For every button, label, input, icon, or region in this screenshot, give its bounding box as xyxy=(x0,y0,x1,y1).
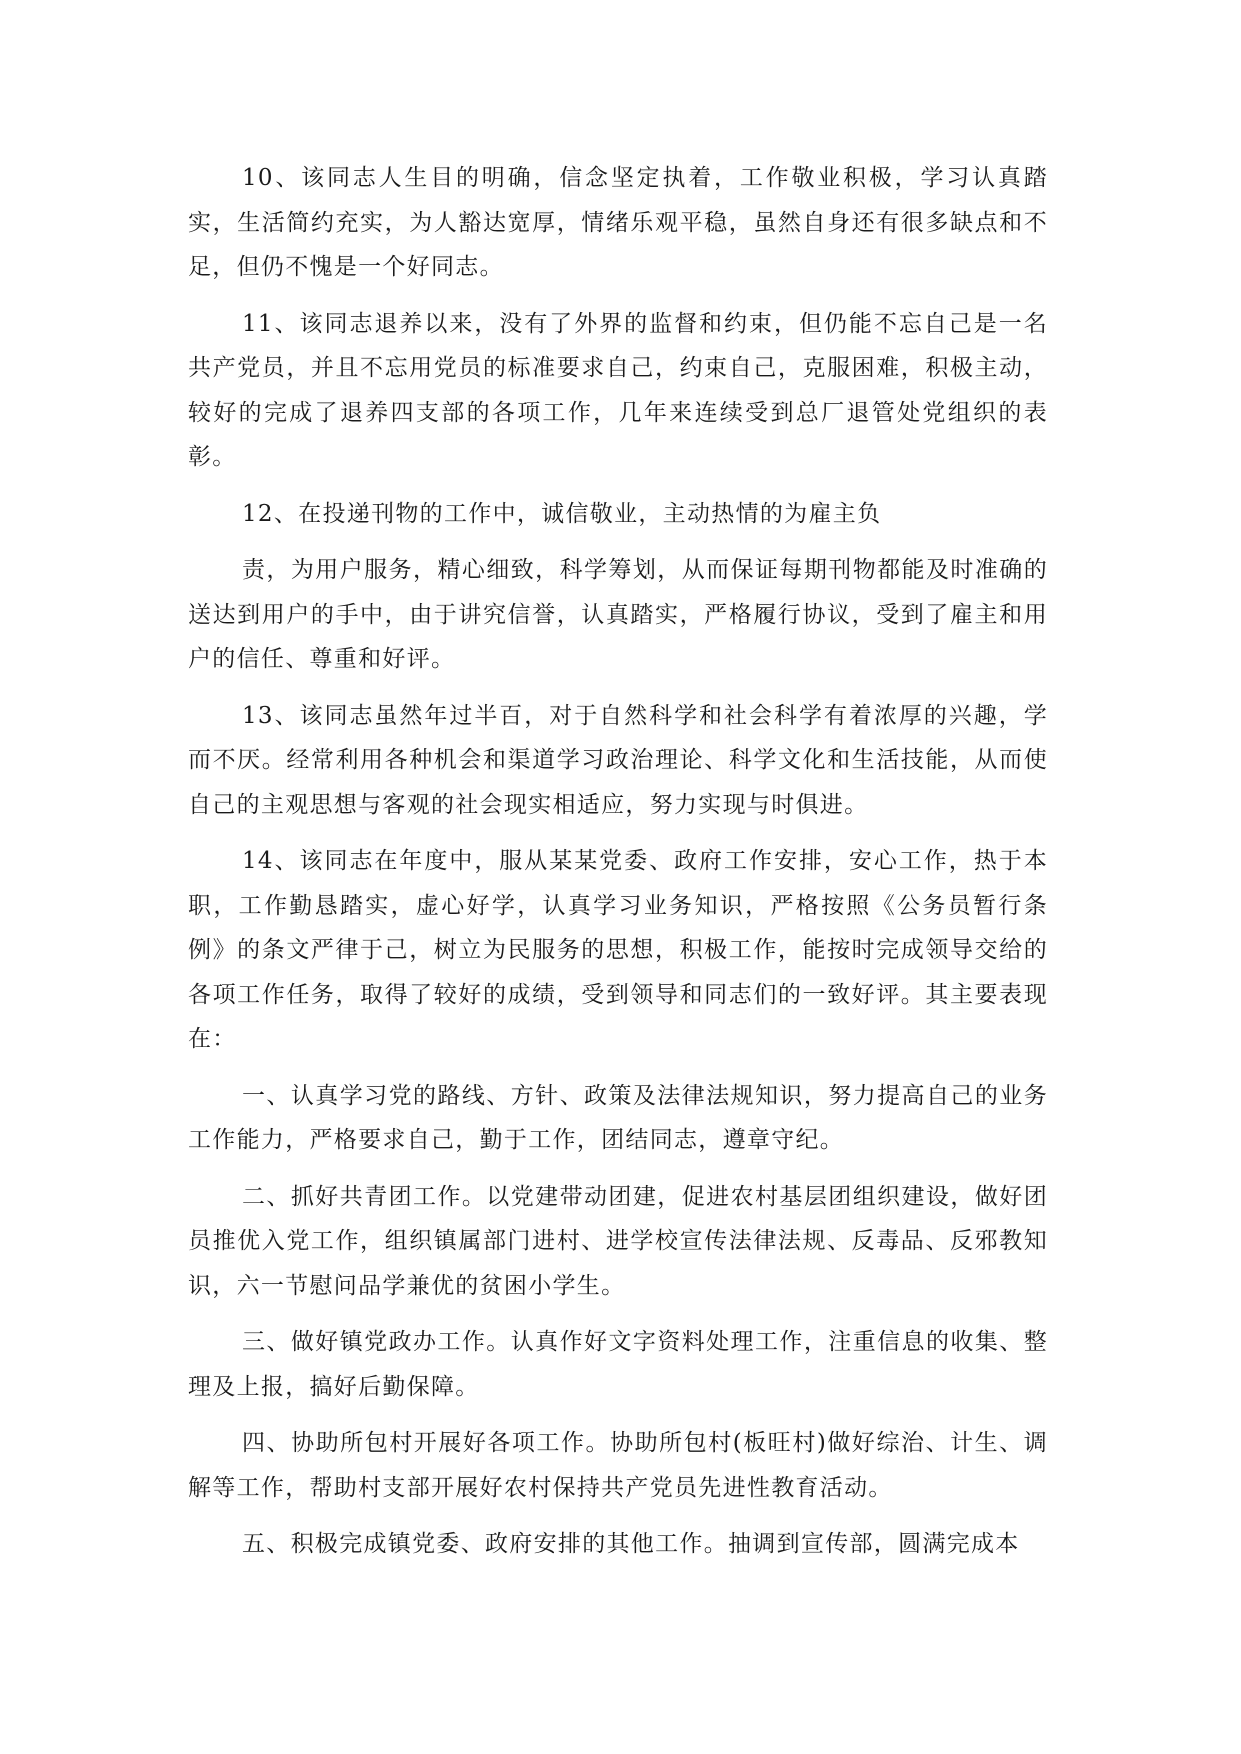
paragraph-item-two: 二、抓好共青团工作。以党建带动团建，促进农村基层团组织建设，做好团员推优入党工作，组织镇属部门进村、进学校宣传法律法规、反毒品、反邪教知识，六一节慰问品学兼优的贫困小学生。 xyxy=(188,1183,1048,1299)
paragraph-item-five: 五、积极完成镇党委、政府安排的其他工作。抽调到宣传部，圆满完成本 xyxy=(242,1531,1020,1557)
paragraph-item-three: 三、做好镇党政办工作。认真作好文字资料处理工作，注重信息的收集、整理及上报，搞好后勤保障。 xyxy=(188,1329,1048,1400)
paragraph-item-one: 一、认真学习党的路线、方针、政策及法律法规知识，努力提高自己的业务工作能力，严格要求自己，勤于工作，团结同志，遵章守纪。 xyxy=(188,1082,1048,1153)
paragraph-11: 11、该同志退养以来，没有了外界的监督和约束，但仍能不忘自己是一名共产党员，并且不忘用党员的标准要求自己，约束自己，克服困难，积极主动，较好的完成了退养四支部的各项工作，几年来连续受到总厂退管处党组织的表彰。 xyxy=(188,310,1048,470)
paragraph-10: 10、该同志人生目的明确，信念坚定执着，工作敬业积极，学习认真踏实，生活简约充实，为人豁达宽厚，情绪乐观平稳，虽然自身还有很多缺点和不足，但仍不愧是一个好同志。 xyxy=(188,165,1048,280)
paragraph-item-four: 四、协助所包村开展好各项工作。协助所包村(板旺村)做好综治、计生、调解等工作，帮助村支部开展好农村保持共产党员先进性教育活动。 xyxy=(188,1430,1048,1501)
paragraph-12-continuation: 责，为用户服务，精心细致，科学筹划，从而保证每期刊物都能及时准确的送达到用户的手中，由于讲究信誉，认真踏实，严格履行协议，受到了雇主和用户的信任、尊重和好评。 xyxy=(188,557,1048,672)
paragraph-13: 13、该同志虽然年过半百，对于自然科学和社会科学有着浓厚的兴趣，学而不厌。经常利用各种机会和渠道学习政治理论、科学文化和生活技能，从而使自己的主观思想与客观的社会现实相适应，努力实现与时俱进。 xyxy=(188,702,1048,818)
paragraph-14: 14、该同志在年度中，服从某某党委、政府工作安排，安心工作，热于本职，工作勤恳踏实，虚心好学，认真学习业务知识，严格按照《公务员暂行条例》的条文严律于己，树立为民服务的思想，积极工作，能按时完成领导交给的各项工作任务，取得了较好的成绩，受到领导和同志们的一致好评。其主要表现在： xyxy=(188,848,1048,1052)
document-body xyxy=(188,156,1048,1579)
paragraph-12-first-line: 12、在投递刊物的工作中，诚信敬业，主动热情的为雇主负 xyxy=(242,500,882,527)
